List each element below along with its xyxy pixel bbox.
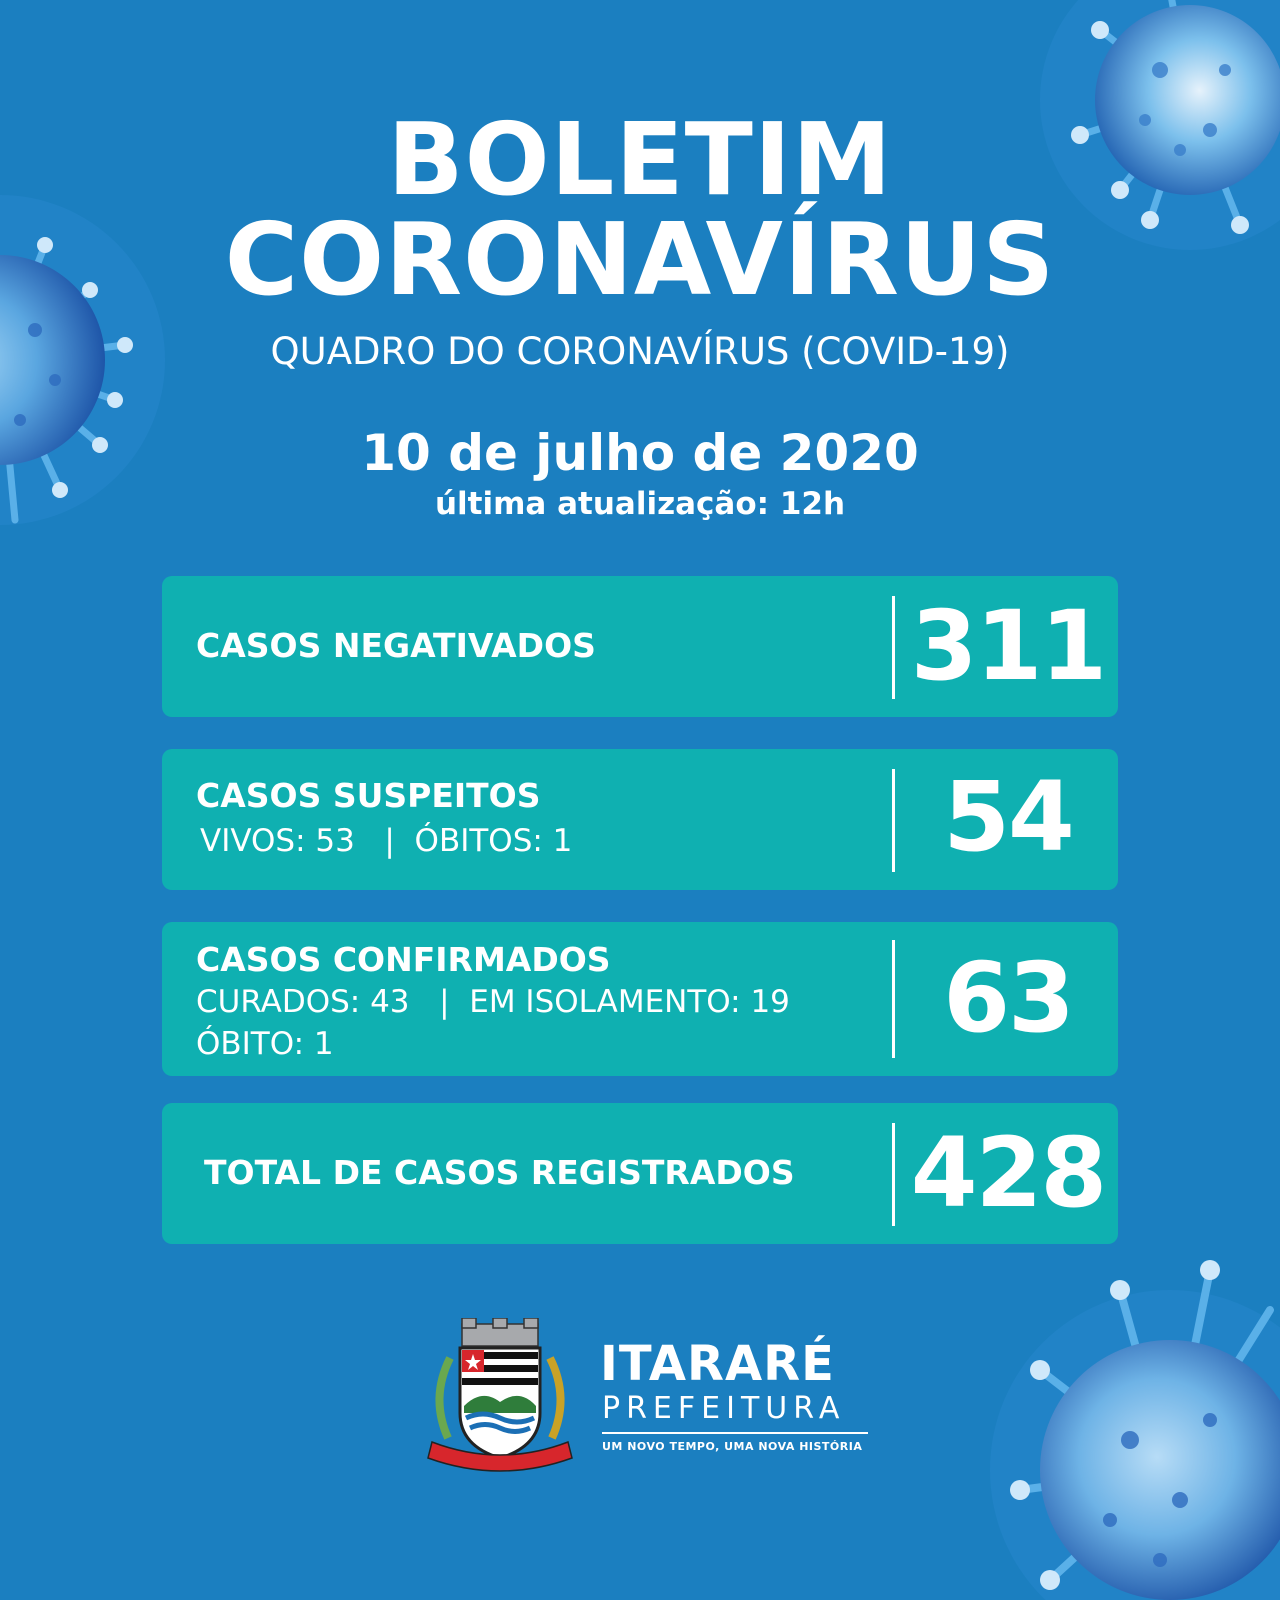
card-negative-value: 311 xyxy=(910,590,1106,702)
brand-tagline: UM NOVO TEMPO, UMA NOVA HISTÓRIA xyxy=(602,1440,863,1453)
card-divider xyxy=(892,940,895,1058)
subtitle: QUADRO DO CORONAVÍRUS (COVID-19) xyxy=(270,330,1010,373)
card-negative-label: CASOS NEGATIVADOS xyxy=(196,626,596,665)
card-confirmed-detail-2: ÓBITO: 1 xyxy=(196,1026,334,1062)
coat-of-arms-icon xyxy=(420,1318,580,1478)
report-date: 10 de julho de 2020 xyxy=(361,424,919,482)
title-line-1: BOLETIM xyxy=(387,101,893,218)
header xyxy=(0,101,1280,374)
last-update: última atualização: 12h xyxy=(434,486,846,522)
brand-name: ITARARÉ xyxy=(600,1336,835,1392)
card-suspect-label: CASOS SUSPEITOS xyxy=(196,776,541,815)
virus-illustration-bottom-right xyxy=(980,1250,1280,1600)
title-line-2: CORONAVÍRUS xyxy=(224,201,1056,318)
card-confirmed-cases xyxy=(162,922,1118,1076)
card-negative-cases xyxy=(162,576,1118,717)
footer-logo xyxy=(420,1318,880,1468)
card-confirmed-detail-1: CURADOS: 43 | EM ISOLAMENTO: 19 xyxy=(196,984,790,1020)
card-suspect-value: 54 xyxy=(943,761,1073,873)
card-total-label: TOTAL DE CASOS REGISTRADOS xyxy=(204,1153,795,1192)
card-total-cases xyxy=(162,1103,1118,1244)
card-total-value: 428 xyxy=(910,1117,1106,1229)
card-divider xyxy=(892,596,895,699)
brand-rule xyxy=(602,1432,868,1434)
card-confirmed-label: CASOS CONFIRMADOS xyxy=(196,940,611,979)
brand-subtitle: PREFEITURA xyxy=(602,1391,846,1426)
card-divider xyxy=(892,769,895,872)
card-divider xyxy=(892,1123,895,1226)
card-confirmed-value: 63 xyxy=(943,942,1073,1054)
card-suspect-cases xyxy=(162,749,1118,890)
card-suspect-detail: VIVOS: 53 | ÓBITOS: 1 xyxy=(200,823,573,859)
